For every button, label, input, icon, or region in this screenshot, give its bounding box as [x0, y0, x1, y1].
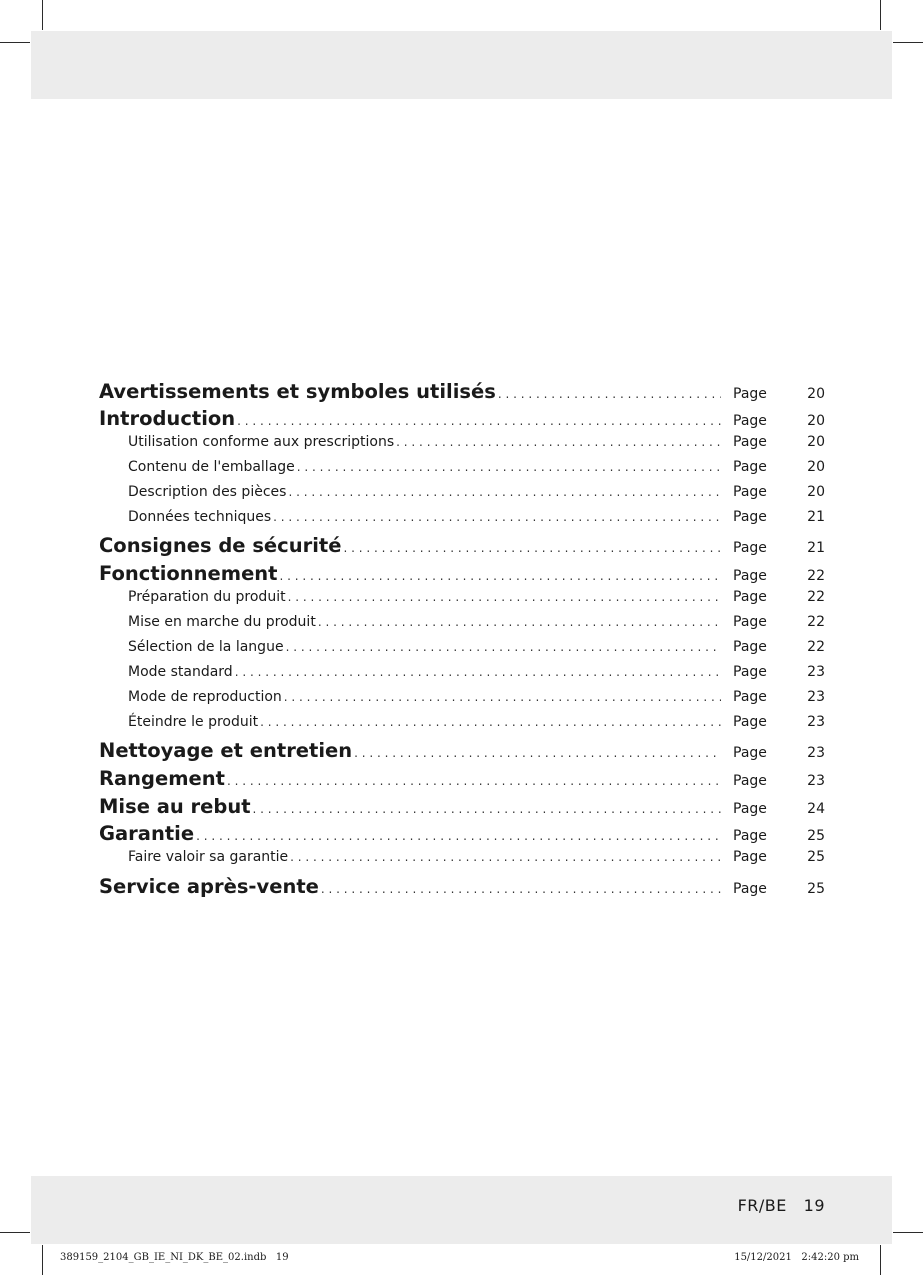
page-number: 24: [807, 801, 825, 817]
page-label: Page: [733, 881, 767, 897]
dot-leader: [237, 414, 721, 428]
dot-leader: [280, 569, 721, 583]
page-label: Page: [733, 801, 767, 817]
toc-entry[interactable]: [99, 614, 825, 636]
dot-leader: [318, 615, 721, 629]
page-label: Page: [733, 639, 767, 655]
toc-entry[interactable]: [99, 562, 825, 588]
dot-leader: [273, 510, 721, 524]
crop-mark-bottom-left: [42, 1245, 43, 1275]
toc-subsection-title: Mise en marche du produit: [128, 614, 316, 630]
page-label: Page: [733, 589, 767, 605]
page-number: 21: [807, 540, 825, 556]
page-label: Page: [733, 568, 767, 584]
page-label: Page: [733, 509, 767, 525]
toc-entry[interactable]: [99, 767, 825, 793]
page-label: Page: [733, 745, 767, 761]
page-label: Page: [733, 714, 767, 730]
page-label: Page: [733, 773, 767, 789]
toc-entry[interactable]: [99, 795, 825, 821]
page-number: 23: [807, 664, 825, 680]
page-number: 23: [807, 714, 825, 730]
toc-entry[interactable]: [99, 534, 825, 560]
toc-subsection-title: Mode standard: [128, 664, 233, 680]
footer-page-number: 19: [803, 1196, 825, 1215]
toc-entry[interactable]: [99, 484, 825, 506]
page-label: Page: [733, 386, 767, 402]
dot-leader: [396, 435, 721, 449]
toc-section-title: Avertissements et symboles utilisés: [99, 380, 496, 403]
page-label: Page: [733, 484, 767, 500]
dot-leader: [235, 665, 721, 679]
dot-leader: [196, 829, 721, 843]
page-label: Page: [733, 614, 767, 630]
dot-leader: [286, 640, 721, 654]
toc-section-title: Service après-vente: [99, 875, 319, 898]
page-number: 23: [807, 745, 825, 761]
page-label: Page: [733, 828, 767, 844]
page-number: 25: [807, 881, 825, 897]
dot-leader: [498, 387, 721, 401]
page-label: Page: [733, 434, 767, 450]
toc-subsection-title: Sélection de la langue: [128, 639, 284, 655]
crop-mark-top-right: [880, 0, 881, 30]
dot-leader: [288, 590, 721, 604]
toc-subsection-title: Description des pièces: [128, 484, 287, 500]
page-number: 22: [807, 639, 825, 655]
dot-leader: [297, 460, 721, 474]
footer-language: FR/BE: [737, 1196, 787, 1215]
page-number: 25: [807, 828, 825, 844]
crop-mark-left-bottom: [0, 1232, 30, 1233]
page-label: Page: [733, 849, 767, 865]
toc-subsection-title: Données techniques: [128, 509, 272, 525]
page-number: 20: [807, 386, 825, 402]
dot-leader: [343, 541, 721, 555]
crop-mark-bottom-right: [880, 1245, 881, 1275]
print-slug-datetime: 15/12/2021 2:42:20 pm: [734, 1252, 859, 1263]
toc-subsection-title: Mode de reproduction: [128, 689, 282, 705]
crop-mark-right-top: [893, 42, 923, 43]
toc-entry[interactable]: [99, 459, 825, 481]
dot-leader: [290, 850, 721, 864]
toc-section-title: Garantie: [99, 822, 195, 845]
toc-entry[interactable]: [99, 875, 825, 901]
toc-entry[interactable]: [99, 639, 825, 661]
crop-mark-left-top: [0, 42, 30, 43]
print-slug-file: 389159_2104_GB_IE_NI_DK_BE_02.indb 19: [60, 1252, 289, 1263]
toc-section-title: Consignes de sécurité: [99, 534, 342, 557]
crop-mark-right-bottom: [893, 1232, 923, 1233]
toc-entry[interactable]: [99, 664, 825, 686]
dot-leader: [253, 802, 721, 816]
page-label: Page: [733, 689, 767, 705]
dot-leader: [284, 690, 721, 704]
page-number: 21: [807, 509, 825, 525]
page-number: 22: [807, 614, 825, 630]
page-footer-label: [738, 1196, 825, 1215]
toc-subsection-title: Contenu de l'emballage: [128, 459, 295, 475]
toc-entry[interactable]: [99, 509, 825, 531]
toc-entry[interactable]: [99, 739, 825, 765]
toc-entry[interactable]: [99, 380, 825, 406]
page-label: Page: [733, 540, 767, 556]
page-label: Page: [733, 459, 767, 475]
toc-subsection-title: Utilisation conforme aux prescriptions: [128, 434, 395, 450]
page-number: 20: [807, 484, 825, 500]
toc-section-title: Mise au rebut: [99, 795, 251, 818]
page-number: 23: [807, 689, 825, 705]
toc-entry[interactable]: [99, 849, 825, 871]
page-number: 22: [807, 589, 825, 605]
toc-section-title: Introduction: [99, 407, 236, 430]
toc-entry[interactable]: [99, 822, 825, 848]
dot-leader: [354, 746, 721, 760]
toc-entry[interactable]: [99, 589, 825, 611]
dot-leader: [321, 882, 721, 896]
page-number: 20: [807, 434, 825, 450]
toc-entry[interactable]: [99, 407, 825, 433]
page-number: 23: [807, 773, 825, 789]
toc-entry[interactable]: [99, 689, 825, 711]
toc-section-title: Nettoyage et entretien: [99, 739, 353, 762]
page-number: 20: [807, 459, 825, 475]
toc-entry[interactable]: [99, 434, 825, 456]
toc-section-title: Fonctionnement: [99, 562, 278, 585]
dot-leader: [227, 774, 721, 788]
dot-leader: [288, 485, 721, 499]
toc-subsection-title: Éteindre le produit: [128, 714, 259, 730]
page-label: Page: [733, 413, 767, 429]
toc-entry[interactable]: [99, 714, 825, 736]
toc-section-title: Rangement: [99, 767, 225, 790]
page-number: 22: [807, 568, 825, 584]
page-label: Page: [733, 664, 767, 680]
toc-subsection-title: Préparation du produit: [128, 589, 286, 605]
crop-mark-top-left: [42, 0, 43, 30]
toc-subsection-title: Faire valoir sa garantie: [128, 849, 289, 865]
page-number: 20: [807, 413, 825, 429]
header-band: [31, 31, 892, 99]
dot-leader: [260, 715, 721, 729]
page-number: 25: [807, 849, 825, 865]
